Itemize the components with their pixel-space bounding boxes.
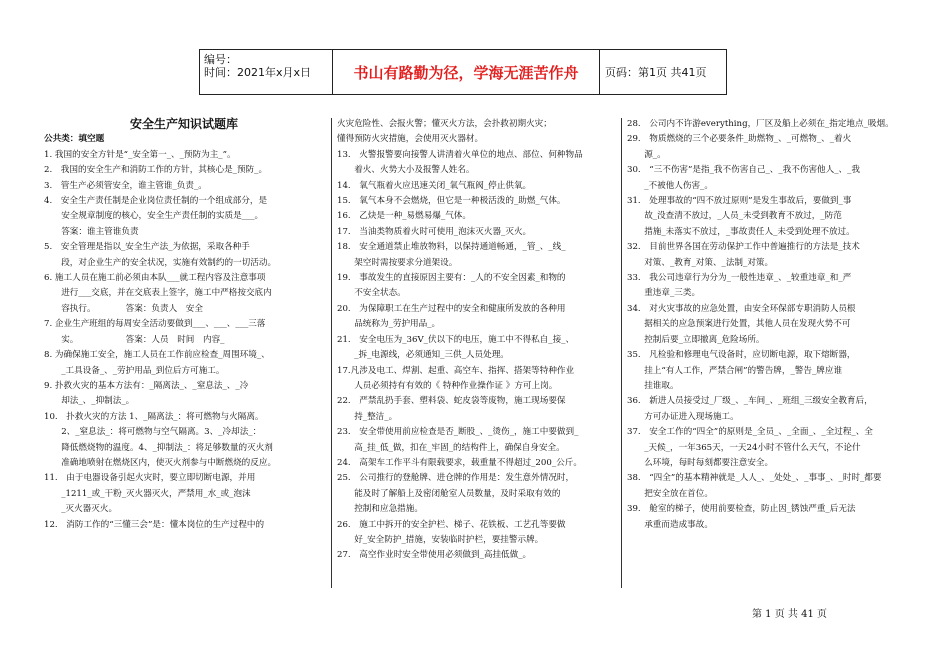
text-line: 15. 氧气本身不会燃烧，但它是一种极活泼的_助燃_气体。 bbox=[337, 196, 566, 207]
column-left bbox=[44, 118, 324, 534]
text-line: 29. 物质燃烧的三个必要条件_助燃物_、_可燃物_、_着火 bbox=[627, 134, 852, 145]
text-line: 7. 企业生产班组的每周安全活动要做到___、___、___三落 bbox=[44, 319, 266, 330]
column-right bbox=[627, 118, 914, 534]
text-line: 27. 高空作业时安全带使用必须做到_高挂低做_。 bbox=[337, 550, 532, 561]
text-line: 30. “三不伤害”是指_我不伤害自己_、_我不伤害他人_、_我 bbox=[627, 165, 861, 176]
text-line: 4. 安全生产责任制是企业岗位责任制的一个组成部分，是 bbox=[44, 196, 268, 207]
text-line: 31. 处理事故的“四不放过原则”是发生事故后，要做到_事 bbox=[627, 196, 852, 207]
text-line: 14. 氧气瓶着火应迅速关闭_氧气瓶阀_停止供氧。 bbox=[337, 180, 532, 191]
text-line: _工具设备_、_劳护用品_到位后方可施工。 bbox=[44, 365, 225, 376]
text-line: 把安全放在首位。 bbox=[627, 488, 713, 499]
text-line: 39. 舱室的梯子，使用前要检查，防止因_锈蚀严重_后无法 bbox=[627, 504, 856, 515]
text-line: 17. 当油类物质着火时可使用_泡沫灭火器_灭火。 bbox=[337, 226, 532, 237]
text-line: 故_没查清不放过，_人员_未受到教育不放过，_防范 bbox=[627, 211, 842, 222]
page-header bbox=[199, 49, 727, 95]
text-line: 火灾危险性、会报火警；懂灭火方法，会扑救初期火灾； bbox=[337, 119, 552, 129]
text-line: 进行___交底，并在交底表上签字，施工中严格按交底内 bbox=[44, 288, 272, 299]
text-line: 准确地喷射在燃烧区内，使灭火剂参与中断燃烧的反应。 bbox=[44, 457, 277, 468]
text-line: 11. 由于电器设备引起火灾时，要立即切断电源，并用 bbox=[44, 473, 256, 484]
header-page: 页码：第1页 共41页 bbox=[605, 66, 707, 79]
text-line: 容执行。 答案：负责人 安全 bbox=[44, 303, 203, 314]
text-line: 9. 扑救火灾的基本方法有：_隔离法_、_窒息法_、_冷 bbox=[44, 380, 249, 391]
text-line: 5. 安全管理是指以_安全生产法_为依据，采取各种手 bbox=[44, 242, 250, 253]
text-line: 21. 安全电压为_36V_伏以下的电压，施工中不得私自_接_、 bbox=[337, 334, 575, 345]
text-line: 不安全状态。 bbox=[337, 288, 406, 299]
text-line: _灭火器灭火。 bbox=[44, 504, 118, 515]
text-line: 6. 施工人员在施工前必须由本队___就工程内容及注意事项 bbox=[44, 273, 266, 284]
text-line: 么环境，每时每刻都要注意安全。 bbox=[627, 457, 774, 468]
text-line: 重违章_三类。 bbox=[627, 288, 701, 299]
text-line: 控制后要_立即撤离_危险场所。 bbox=[627, 334, 765, 345]
text-line: 13. 火警报警要向接警人讲清着火单位的地点、部位、何种物品 bbox=[337, 149, 583, 160]
text-line: 降低燃烧物的温度。4、_抑制法_：将足够数量的灭火剂 bbox=[44, 442, 273, 453]
text-line: 挂谁取。 bbox=[627, 380, 679, 391]
text-line: 2、_窒息法_：将可燃物与空气隔离。3、_冷却法_： bbox=[44, 427, 262, 438]
text-line: 品统称为_劳护用品_。 bbox=[337, 319, 441, 330]
text-line: 措施_未落实不放过，_事故责任人_未受到处理不放过。 bbox=[627, 226, 855, 237]
text-line: 据相关的应急预案进行处置，其他人员在发现火势不可 bbox=[627, 319, 851, 330]
text-line: _天候_，一年365天，一天24小时不管什么天气，不论什 bbox=[627, 442, 861, 453]
text-line: 答案：谁主管谁负责 bbox=[44, 226, 139, 237]
text-line: 好_安全防护_措施，安装临时护栏，要挂警示牌。 bbox=[337, 534, 544, 545]
column-divider bbox=[621, 118, 622, 588]
text-line: _1211_或_干粉_灭火器灭火，严禁用_水_或_泡沫 bbox=[44, 488, 251, 499]
text-line: 持_整洁_。 bbox=[337, 411, 398, 422]
column-middle bbox=[337, 118, 617, 565]
text-line: 控制和应急措施。 bbox=[337, 504, 423, 515]
text-line: 方可办证进入现场施工。 bbox=[627, 411, 739, 422]
column-divider bbox=[331, 118, 332, 588]
text-line: 2. 我国的安全生产和消防工作的方针，其核心是_预防_。 bbox=[44, 165, 268, 176]
text-line: 懂得预防火灾措施，会使用灭火器材。 bbox=[337, 134, 484, 145]
text-line: 38. “四全”的基本精神就是_人人_、_处处_、_事事_、_时时_都要 bbox=[627, 473, 882, 484]
text-line: 源_。 bbox=[627, 149, 666, 160]
page-footer: 第 1 页 共 41 页 bbox=[752, 609, 827, 620]
text-line: 着火、火势大小及报警人姓名。 bbox=[337, 165, 475, 176]
text-line: 28. 公司内不许游everything，厂区及船上必须在_指定地点_吸烟。 bbox=[627, 119, 894, 129]
text-line: 安全生产知识试题库 bbox=[129, 117, 238, 131]
text-line: 36. 新进人员接受过_厂级_、_车间_、_班组_三级安全教育后， bbox=[627, 396, 873, 407]
text-line: 实。 答案：人员 时间 内容_ bbox=[44, 334, 225, 345]
text-line: 挂上“有人工作，严禁合闸”的警告牌，_警告_牌应谁 bbox=[627, 365, 843, 376]
text-line: 16. 乙炔是一种_易燃易爆_气体。 bbox=[337, 211, 471, 222]
text-line: 却法_、_抑制法_。 bbox=[44, 396, 135, 407]
text-line: 能及时了解船上及密闭舱室人员数量，及时采取有效的 bbox=[337, 488, 561, 499]
text-line: 24. 高架车工作平斗有限载要求，载重量不得超过_200_公斤。 bbox=[337, 457, 582, 468]
text-line: 12. 消防工作的“三懂三会”是：懂本岗位的生产过程中的 bbox=[44, 519, 265, 530]
text-line: 1. 我国的安全方针是“_安全第一_、_预防为主_”。 bbox=[44, 149, 236, 160]
header-meta bbox=[200, 50, 333, 94]
text-line: 20. 为保障职工在生产过程中的安全和健康所发放的各种用 bbox=[337, 303, 566, 314]
text-line: 17.凡涉及电工、焊割、起重、高空车、指挥、搭架等特种作业 bbox=[337, 365, 575, 376]
text-line: 35. 凡检验和修理电气设备时，应切断电源，取下熔断器， bbox=[627, 350, 856, 361]
text-line: 段，对企业生产的安全状况，实施有效制约的一切活动。 bbox=[44, 257, 277, 268]
text-line: 26. 施工中拆开的安全护栏、梯子、花铁板、工艺孔等要做 bbox=[337, 519, 566, 530]
text-line: 承重而造成事故。 bbox=[627, 519, 713, 530]
number-label: 编号： bbox=[204, 53, 237, 66]
text-line: 32. 目前世界各国在劳动保护工作中普遍推行的方法是_技术 bbox=[627, 242, 860, 253]
text-line: 人员必须持有有效的《 特种作业操作证 》方可上岗。 bbox=[337, 380, 558, 391]
text-line: 37. 安全工作的“四全”的原则是_全员_、_全面_、_全过程_、全 bbox=[627, 427, 873, 438]
text-line: _不被他人伤害_。 bbox=[627, 180, 713, 191]
text-line: 18. 安全通道禁止堆放物料，以保持通道畅通，_管_、_线_ bbox=[337, 242, 566, 253]
text-line: 23. 安全带使用前应检查是否_断股_、_烫伤_，施工中要做到_ bbox=[337, 427, 579, 438]
text-line: 架空时需按要求分道架设。 bbox=[337, 257, 458, 268]
text-line: 22. 严禁乱扔手套、塑料袋、蛇皮袋等废物，施工现场要保 bbox=[337, 396, 566, 407]
text-line: _拆_电源线，必须通知_三供_人员处理。 bbox=[337, 350, 509, 361]
text-line: 高_挂_低_做，扣在_牢固_的结构件上，确保自身安全。 bbox=[337, 442, 565, 453]
time-label: 时间：2021年x月x日 bbox=[204, 66, 312, 79]
text-line: 25. 公司推行的登舱牌、进仓牌的作用是：发生意外情况时， bbox=[337, 473, 575, 484]
text-line: 34. 对火灾事故的应急处置，由安全环保部专职消防人员根 bbox=[627, 303, 856, 314]
text-line: 3. 管生产必须管安全，谁主管谁_负责_。 bbox=[44, 180, 207, 191]
text-line: 10. 扑救火灾的方法 1、_隔离法_：将可燃物与火隔离。 bbox=[44, 411, 264, 422]
text-line: 8. 为确保施工安全，施工人员在工作前应检查_周围环境_、 bbox=[44, 350, 270, 361]
text-line: 33. 我公司违章行为分为_一般性违章_、_较重违章_和_严 bbox=[627, 273, 852, 284]
text-line: 公共类：填空题 bbox=[44, 134, 105, 145]
text-line: 19. 事故发生的直接原因主要有：_人的不安全因素_和物的 bbox=[337, 273, 566, 284]
text-line: 安全规章制度的核心，安全生产责任制的实质是___。 bbox=[44, 211, 264, 222]
header-motto: 书山有路勤为径，学海无涯苦作舟 bbox=[333, 50, 600, 94]
text-line: 对策、_教育_对策、_法制_对策。 bbox=[627, 257, 774, 268]
